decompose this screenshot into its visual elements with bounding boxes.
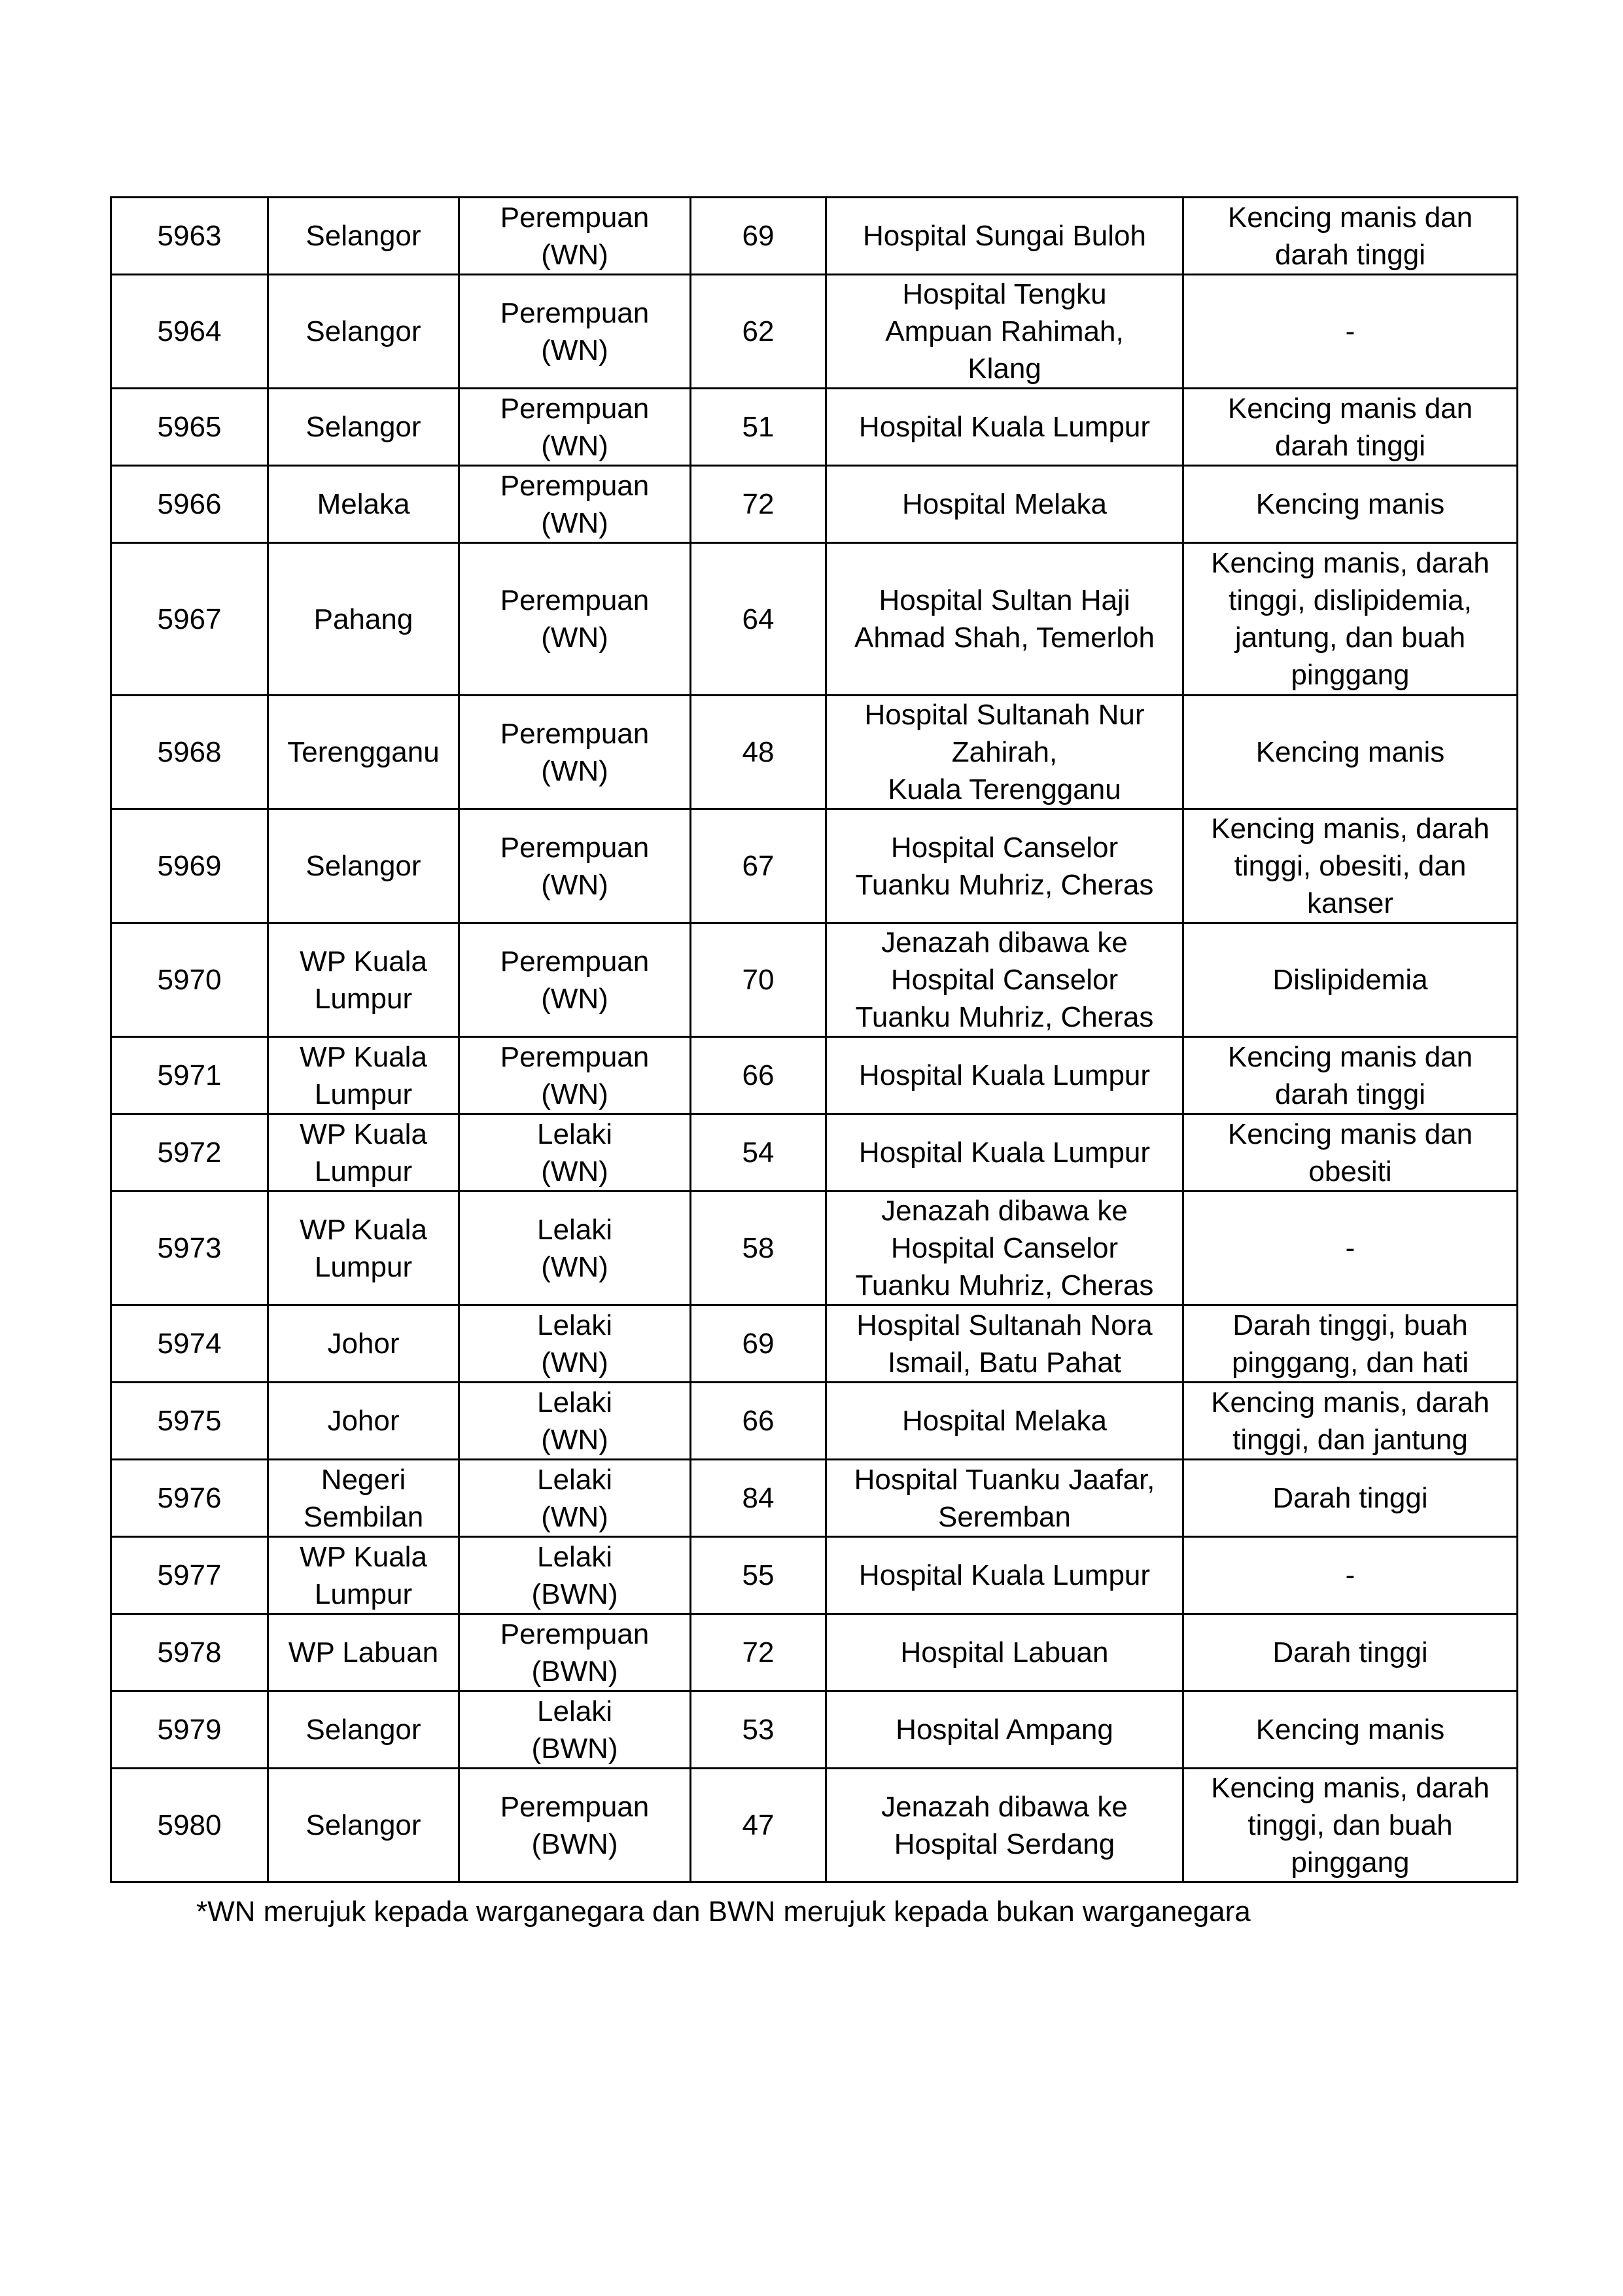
- age-cell-text: 67: [742, 850, 775, 882]
- state-cell-text: Pahang: [313, 603, 413, 635]
- conditions-cell-text: Darah tinggi: [1272, 1636, 1428, 1669]
- conditions-cell: [1183, 809, 1518, 923]
- conditions-cell: [1183, 1114, 1518, 1192]
- table-body: [111, 198, 1518, 1882]
- hospital-cell: [826, 923, 1183, 1037]
- case-number-cell-text: 5968: [157, 736, 222, 768]
- case-number-cell-text: 5973: [157, 1232, 222, 1264]
- case-number-cell: [111, 1305, 268, 1383]
- case-number-cell: [111, 1769, 268, 1882]
- state-cell: [268, 389, 459, 466]
- case-number-cell: [111, 1460, 268, 1537]
- hospital-cell-text: Hospital Kuala Lumpur: [858, 1137, 1151, 1169]
- state-cell-text: Selangor: [305, 411, 421, 443]
- hospital-cell: [826, 1769, 1183, 1882]
- hospital-cell-text: Hospital Sultanah Nora Ismail, Batu Pahat: [856, 1309, 1153, 1379]
- case-number-cell-text: 5974: [157, 1328, 222, 1360]
- age-cell: [691, 696, 826, 809]
- conditions-cell-text: Darah tinggi: [1272, 1482, 1428, 1514]
- age-cell-text: 62: [742, 315, 775, 347]
- case-number-cell-text: 5976: [157, 1482, 222, 1514]
- state-cell-text: Selangor: [305, 850, 421, 882]
- hospital-cell-text: Jenazah dibawa ke Hospital Serdang: [881, 1790, 1128, 1860]
- state-cell: [268, 1305, 459, 1383]
- hospital-cell-text: Hospital Tengku Ampuan Rahimah, Klang: [885, 278, 1124, 385]
- state-cell-text: Selangor: [305, 1809, 421, 1841]
- conditions-cell: [1183, 389, 1518, 466]
- conditions-cell-text: Kencing manis: [1255, 736, 1445, 768]
- age-cell-text: 84: [742, 1482, 775, 1514]
- hospital-cell: [826, 198, 1183, 275]
- conditions-cell: [1183, 275, 1518, 389]
- case-number-cell-text: 5963: [157, 220, 222, 252]
- age-cell-text: 54: [742, 1137, 775, 1169]
- state-cell-text: Melaka: [317, 488, 410, 520]
- age-cell: [691, 543, 826, 696]
- age-cell-text: 55: [742, 1559, 775, 1591]
- state-cell-text: Johor: [327, 1405, 400, 1437]
- case-number-cell: [111, 389, 268, 466]
- conditions-cell-text: Kencing manis dan darah tinggi: [1227, 201, 1473, 271]
- hospital-cell-text: Hospital Kuala Lumpur: [858, 411, 1151, 443]
- age-cell-text: 66: [742, 1405, 775, 1437]
- case-number-cell: [111, 1114, 268, 1192]
- hospital-cell: [826, 1305, 1183, 1383]
- gender-cell: [459, 1614, 691, 1691]
- gender-cell: [459, 198, 691, 275]
- table-row: [111, 1383, 1518, 1460]
- case-number-cell: [111, 1037, 268, 1114]
- gender-cell-text: Perempuan (WN): [500, 945, 650, 1015]
- age-cell: [691, 1537, 826, 1614]
- gender-cell-text: Perempuan (BWN): [500, 1617, 650, 1687]
- hospital-cell-text: Jenazah dibawa ke Hospital Canselor Tuanku Muhriz, Cheras: [855, 1195, 1154, 1301]
- age-cell: [691, 1383, 826, 1460]
- case-number-cell-text: 5966: [157, 488, 222, 520]
- conditions-cell: [1183, 543, 1518, 696]
- state-cell-text: Negeri Sembilan: [303, 1463, 424, 1533]
- table-row: [111, 696, 1518, 809]
- state-cell-text: WP Kuala Lumpur: [300, 945, 427, 1015]
- state-cell: [268, 1192, 459, 1305]
- table-row: [111, 389, 1518, 466]
- conditions-cell: [1183, 1537, 1518, 1614]
- gender-cell: [459, 1691, 691, 1769]
- hospital-cell: [826, 1037, 1183, 1114]
- conditions-cell-text: Kencing manis, darah tinggi, dan buah pinggang: [1211, 1772, 1490, 1879]
- gender-cell-text: Lelaki (BWN): [531, 1540, 618, 1610]
- gender-cell-text: Perempuan (WN): [500, 392, 650, 462]
- age-cell: [691, 198, 826, 275]
- conditions-cell-text: Kencing manis dan obesiti: [1227, 1118, 1473, 1188]
- gender-cell: [459, 1305, 691, 1383]
- case-number-cell: [111, 1614, 268, 1691]
- hospital-cell-text: Hospital Kuala Lumpur: [858, 1559, 1151, 1591]
- age-cell-text: 58: [742, 1232, 775, 1264]
- conditions-cell-text: Kencing manis: [1255, 488, 1445, 520]
- case-number-cell-text: 5980: [157, 1809, 222, 1841]
- age-cell: [691, 1037, 826, 1114]
- conditions-cell: [1183, 1460, 1518, 1537]
- case-number-cell: [111, 1192, 268, 1305]
- hospital-cell: [826, 1537, 1183, 1614]
- table-row: [111, 543, 1518, 696]
- gender-cell: [459, 1769, 691, 1882]
- gender-cell: [459, 1192, 691, 1305]
- hospital-cell-text: Hospital Tuanku Jaafar, Seremban: [854, 1463, 1155, 1533]
- gender-cell-text: Perempuan (WN): [500, 831, 650, 901]
- case-number-cell-text: 5964: [157, 315, 222, 347]
- table-row: [111, 1614, 1518, 1691]
- hospital-cell: [826, 809, 1183, 923]
- footnote: *WN merujuk kepada warganegara dan BWN merujuk kepada bukan warganegara: [196, 1896, 1251, 1928]
- age-cell-text: 69: [742, 220, 775, 252]
- age-cell: [691, 1192, 826, 1305]
- state-cell-text: WP Kuala Lumpur: [300, 1540, 427, 1610]
- state-cell: [268, 275, 459, 389]
- hospital-cell-text: Hospital Melaka: [901, 488, 1108, 520]
- age-cell-text: 72: [742, 488, 775, 520]
- gender-cell: [459, 809, 691, 923]
- hospital-cell: [826, 275, 1183, 389]
- age-cell: [691, 1769, 826, 1882]
- state-cell-text: WP Kuala Lumpur: [300, 1118, 427, 1188]
- state-cell-text: Terengganu: [287, 736, 440, 768]
- hospital-cell: [826, 696, 1183, 809]
- state-cell-text: Selangor: [305, 220, 421, 252]
- gender-cell: [459, 696, 691, 809]
- case-number-cell-text: 5971: [157, 1059, 222, 1091]
- gender-cell: [459, 1114, 691, 1192]
- conditions-cell: [1183, 1769, 1518, 1882]
- conditions-cell: [1183, 1037, 1518, 1114]
- table-row: [111, 466, 1518, 543]
- table-row: [111, 1460, 1518, 1537]
- gender-cell-text: Perempuan (WN): [500, 584, 650, 654]
- table-row: [111, 923, 1518, 1037]
- conditions-cell: [1183, 1305, 1518, 1383]
- case-number-cell: [111, 275, 268, 389]
- hospital-cell: [826, 1614, 1183, 1691]
- gender-cell: [459, 1537, 691, 1614]
- state-cell-text: Johor: [327, 1328, 400, 1360]
- table-row: [111, 1192, 1518, 1305]
- hospital-cell: [826, 543, 1183, 696]
- case-number-cell: [111, 1537, 268, 1614]
- case-number-cell: [111, 923, 268, 1037]
- state-cell: [268, 1460, 459, 1537]
- conditions-cell: [1183, 696, 1518, 809]
- conditions-cell-text: Kencing manis dan darah tinggi: [1227, 1040, 1473, 1110]
- hospital-cell-text: Jenazah dibawa ke Hospital Canselor Tuanku Muhriz, Cheras: [855, 927, 1154, 1033]
- state-cell: [268, 1114, 459, 1192]
- age-cell-text: 53: [742, 1714, 775, 1746]
- conditions-cell: [1183, 1614, 1518, 1691]
- gender-cell-text: Lelaki (WN): [537, 1463, 612, 1533]
- gender-cell-text: Lelaki (WN): [537, 1118, 612, 1188]
- hospital-cell: [826, 1114, 1183, 1192]
- state-cell: [268, 1691, 459, 1769]
- table-row: [111, 1769, 1518, 1882]
- case-number-cell-text: 5977: [157, 1559, 222, 1591]
- conditions-cell-text: Dislipidemia: [1272, 964, 1428, 996]
- state-cell: [268, 923, 459, 1037]
- hospital-cell-text: Hospital Canselor Tuanku Muhriz, Cheras: [855, 831, 1154, 901]
- age-cell: [691, 923, 826, 1037]
- hospital-cell: [826, 1691, 1183, 1769]
- state-cell: [268, 1614, 459, 1691]
- conditions-cell: [1183, 923, 1518, 1037]
- hospital-cell-text: Hospital Sultan Haji Ahmad Shah, Temerloh: [854, 584, 1155, 654]
- gender-cell-text: Perempuan (WN): [500, 296, 650, 366]
- gender-cell-text: Lelaki (WN): [537, 1213, 612, 1283]
- state-cell: [268, 1537, 459, 1614]
- conditions-cell: [1183, 1691, 1518, 1769]
- case-number-cell-text: 5965: [157, 411, 222, 443]
- case-number-cell: [111, 466, 268, 543]
- hospital-cell-text: Hospital Ampang: [896, 1714, 1113, 1746]
- state-cell: [268, 1769, 459, 1882]
- table-row: [111, 1691, 1518, 1769]
- table-row: [111, 1537, 1518, 1614]
- hospital-cell: [826, 466, 1183, 543]
- gender-cell: [459, 275, 691, 389]
- age-cell-text: 66: [742, 1059, 775, 1091]
- table-row: [111, 1037, 1518, 1114]
- gender-cell-text: Lelaki (BWN): [531, 1695, 618, 1765]
- age-cell: [691, 1614, 826, 1691]
- gender-cell: [459, 466, 691, 543]
- case-number-cell-text: 5975: [157, 1405, 222, 1437]
- age-cell: [691, 1460, 826, 1537]
- age-cell: [691, 1305, 826, 1383]
- hospital-cell-text: Hospital Sultanah Nur Zahirah, Kuala Terengganu: [864, 699, 1145, 805]
- case-number-cell: [111, 809, 268, 923]
- conditions-cell-text: -: [1345, 1232, 1355, 1264]
- conditions-cell: [1183, 198, 1518, 275]
- case-number-cell-text: 5972: [157, 1137, 222, 1169]
- gender-cell-text: Lelaki (WN): [537, 1309, 612, 1379]
- conditions-cell: [1183, 466, 1518, 543]
- age-cell-text: 48: [742, 736, 775, 768]
- case-number-cell: [111, 198, 268, 275]
- state-cell: [268, 1383, 459, 1460]
- age-cell-text: 69: [742, 1328, 775, 1360]
- conditions-cell-text: Kencing manis: [1255, 1714, 1445, 1746]
- gender-cell-text: Perempuan (WN): [500, 469, 650, 539]
- gender-cell: [459, 923, 691, 1037]
- table-row: [111, 1305, 1518, 1383]
- gender-cell: [459, 389, 691, 466]
- gender-cell-text: Perempuan (BWN): [500, 1790, 650, 1860]
- gender-cell: [459, 1383, 691, 1460]
- state-cell-text: WP Kuala Lumpur: [300, 1213, 427, 1283]
- age-cell-text: 47: [742, 1809, 775, 1841]
- hospital-cell-text: Hospital Sungai Buloh: [863, 220, 1146, 252]
- table-row: [111, 1114, 1518, 1192]
- gender-cell-text: Perempuan (WN): [500, 717, 650, 787]
- state-cell: [268, 543, 459, 696]
- table-row: [111, 275, 1518, 389]
- conditions-cell-text: Kencing manis dan darah tinggi: [1227, 392, 1473, 462]
- state-cell: [268, 198, 459, 275]
- age-cell: [691, 275, 826, 389]
- conditions-cell-text: -: [1345, 315, 1355, 347]
- hospital-cell-text: Hospital Melaka: [901, 1405, 1108, 1437]
- conditions-cell-text: Kencing manis, darah tinggi, obesiti, dan kanser: [1211, 813, 1490, 919]
- age-cell: [691, 466, 826, 543]
- hospital-cell: [826, 389, 1183, 466]
- case-number-cell: [111, 1383, 268, 1460]
- case-number-cell-text: 5978: [157, 1636, 222, 1669]
- age-cell-text: 64: [742, 603, 775, 635]
- hospital-cell: [826, 1192, 1183, 1305]
- gender-cell: [459, 543, 691, 696]
- age-cell-text: 51: [742, 411, 775, 443]
- conditions-cell: [1183, 1383, 1518, 1460]
- case-number-cell: [111, 696, 268, 809]
- conditions-cell-text: Kencing manis, darah tinggi, dan jantung: [1211, 1386, 1490, 1456]
- state-cell: [268, 1037, 459, 1114]
- gender-cell: [459, 1460, 691, 1537]
- state-cell-text: Selangor: [305, 1714, 421, 1746]
- age-cell-text: 70: [742, 964, 775, 996]
- state-cell: [268, 466, 459, 543]
- conditions-cell-text: Darah tinggi, buah pinggang, dan hati: [1231, 1309, 1469, 1379]
- hospital-cell-text: Hospital Kuala Lumpur: [858, 1059, 1151, 1091]
- case-number-cell-text: 5970: [157, 964, 222, 996]
- case-number-cell: [111, 1691, 268, 1769]
- age-cell-text: 72: [742, 1636, 775, 1669]
- age-cell: [691, 1691, 826, 1769]
- state-cell-text: WP Labuan: [288, 1636, 439, 1669]
- hospital-cell-text: Hospital Labuan: [900, 1636, 1109, 1669]
- gender-cell-text: Perempuan (WN): [500, 201, 650, 271]
- case-number-cell-text: 5967: [157, 603, 222, 635]
- conditions-cell-text: Kencing manis, darah tinggi, dislipidemia, jantung, dan buah pinggang: [1211, 547, 1490, 691]
- case-number-cell-text: 5979: [157, 1714, 222, 1746]
- state-cell: [268, 809, 459, 923]
- age-cell: [691, 1114, 826, 1192]
- conditions-cell-text: -: [1345, 1559, 1355, 1591]
- state-cell-text: Selangor: [305, 315, 421, 347]
- age-cell: [691, 389, 826, 466]
- gender-cell-text: Lelaki (WN): [537, 1386, 612, 1456]
- table-row: [111, 198, 1518, 275]
- case-number-cell: [111, 543, 268, 696]
- death-cases-table: [110, 196, 1518, 1883]
- gender-cell: [459, 1037, 691, 1114]
- age-cell: [691, 809, 826, 923]
- gender-cell-text: Perempuan (WN): [500, 1040, 650, 1110]
- conditions-cell: [1183, 1192, 1518, 1305]
- hospital-cell: [826, 1383, 1183, 1460]
- state-cell-text: WP Kuala Lumpur: [300, 1040, 427, 1110]
- table-row: [111, 809, 1518, 923]
- state-cell: [268, 696, 459, 809]
- hospital-cell: [826, 1460, 1183, 1537]
- case-number-cell-text: 5969: [157, 850, 222, 882]
